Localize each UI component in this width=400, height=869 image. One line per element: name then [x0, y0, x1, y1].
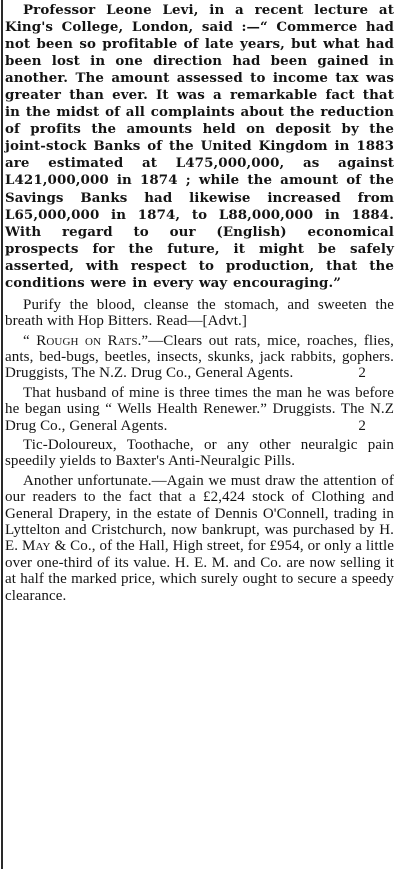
- notice-tail: & Co., of the Hall, High street, for £954, or only a little over one-third of its value. H. E. M. and Co. are now selling it at half the marked price, which surely ought to secure a speedy clearance.: [5, 538, 394, 604]
- rough-on-rats-mark: 2: [358, 365, 366, 382]
- notice-lead: Another unfortunate.—Again we must draw the attention of our readers to the fact that a £2,424 stock of Clothing and General Drapery, in the estate of Dennis O'Connell, trading in Lyttelton and Cristchurch, now bankrupt, was purchased by H. E.: [5, 472, 394, 555]
- hop-bitters-ad: Purify the blood, cleanse the stomach, and sweeten the breath with Hop Bitters. Read—[Advt.]: [5, 296, 394, 330]
- wells-text: That husband of mine is three times the man he was before he began using “ Wells Health Renewer.” Druggists. The N.Z Drug Co., General Agents.: [5, 384, 394, 434]
- levi-paragraph: Professor Leone Levi, in a recent lecture at King's College, London, said :—“ Commerce had not been so profitable of late years, but what had been lost in one direction had been gained in another. The amount assessed to income tax was greater than ever. It was a remarkable fact that in the midst of all complaints about the reduction of profits the amounts held on deposit by the joint-stock Banks of the United Kingdom in 1883 are estimated at L475,000,000, as against L421,000,000 in 1874 ; while the amount of the Savings Banks had likewise increased from L65,000,000 in 1874, to L88,000,000 in 1884. With regard to our (English) economical prospects for the future, it might be safely asserted, with respect to production, that the conditions were in every way encouraging.”: [5, 2, 394, 291]
- rough-on-rats-title: “ Rough on Rats.”: [23, 332, 149, 349]
- notice-name: May: [22, 538, 51, 555]
- rough-on-rats-body: —Clears out rats, mice, roaches, flies, ants, bed-bugs, beetles, insects, skunks, jack rabbits, gophers. Druggists, The N.Z. Drug Co., General Agents.: [5, 332, 395, 382]
- another-unfortunate-notice: [5, 473, 394, 604]
- baxter-pills-ad: Tic-Doloureux, Toothache, or any other neuralgic pain speedily yields to Baxter's Anti-Neuralgic Pills.: [5, 437, 394, 470]
- wells-mark: 2: [358, 417, 366, 434]
- rough-on-rats-ad: [5, 333, 394, 382]
- column-rule: [1, 0, 3, 869]
- wells-health-renewer-ad: [5, 385, 394, 434]
